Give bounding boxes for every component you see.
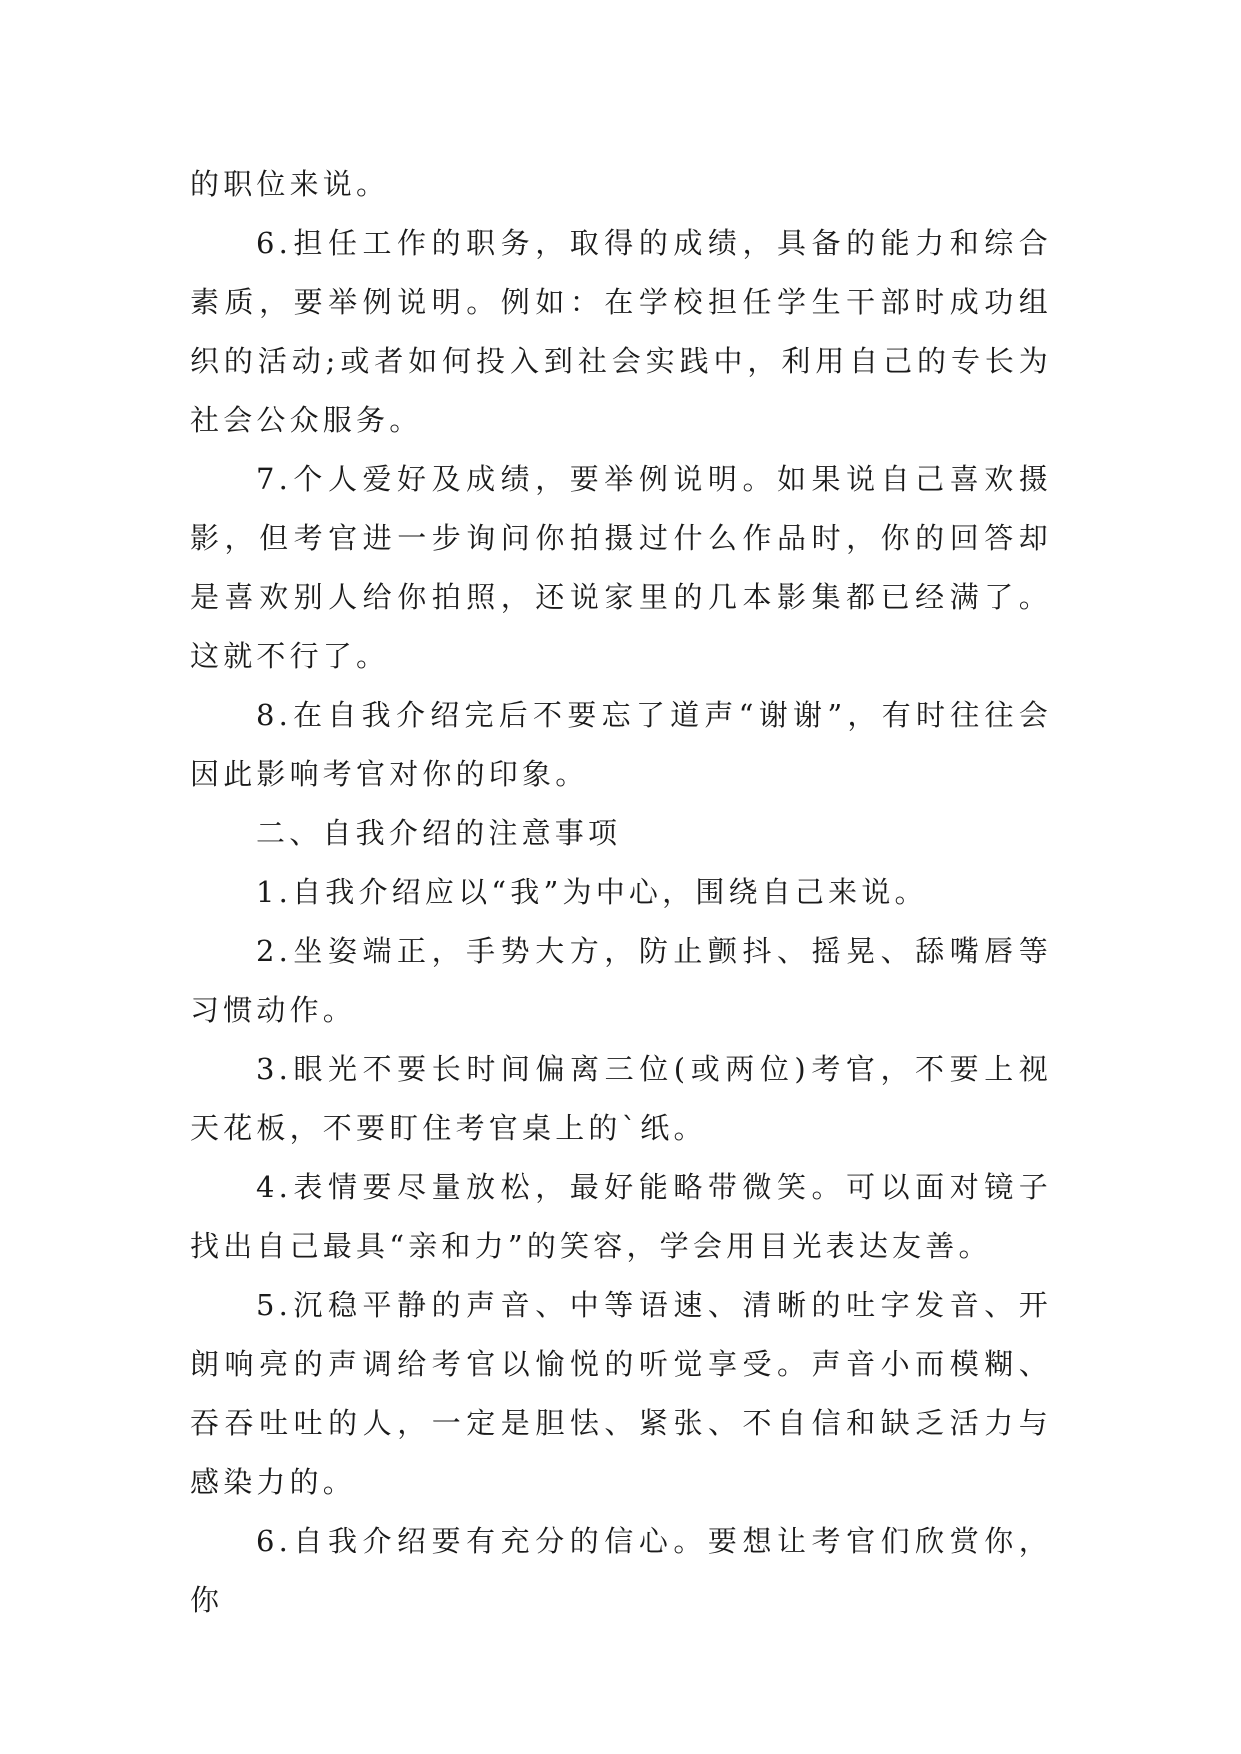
paragraph-note-2: 2.坐姿端正，手势大方，防止颤抖、摇晃、舔嘴唇等习惯动作。: [190, 934, 1052, 1027]
paragraph-note-3: 3.眼光不要长时间偏离三位(或两位)考官，不要上视天花板，不要盯住考官桌上的`纸。: [190, 1052, 1052, 1145]
paragraph-note-5: 5.沉稳平静的声音、中等语速、清晰的吐字发音、开朗响亮的声调给考官以愉悦的听觉享受。声音小而模糊、吞吞吐吐的人，一定是胆怯、紧张、不自信和缺乏活力与感染力的。: [190, 1288, 1052, 1499]
paragraph-note-1: 1.自我介绍应以“我”为中心，围绕自己来说。: [256, 875, 928, 909]
paragraph-note-4: 4.表情要尽量放松，最好能略带微笑。可以面对镜子找出自己最具“亲和力”的笑容，学会用目光表达友善。: [190, 1170, 1052, 1263]
document-body: [190, 155, 1052, 1630]
paragraph-item-6: 6.担任工作的职务，取得的成绩，具备的能力和综合素质，要举例说明。例如：在学校担任学生干部时成功组织的活动;或者如何投入到社会实践中，利用自己的专长为社会公众服务。: [190, 226, 1052, 437]
section-heading: 二、自我介绍的注意事项: [256, 816, 622, 850]
paragraph-item-7: 7.个人爱好及成绩，要举例说明。如果说自己喜欢摄影，但考官进一步询问你拍摄过什么作品时，你的回答却是喜欢别人给你拍照，还说家里的几本影集都已经满了。这就不行了。: [190, 462, 1052, 673]
paragraph-item-8: 8.在自我介绍完后不要忘了道声“谢谢”，有时往往会因此影响考官对你的印象。: [190, 698, 1052, 791]
paragraph-continuation: 的职位来说。: [190, 167, 390, 201]
paragraph-note-6: 6.自我介绍要有充分的信心。要想让考官们欣赏你，你: [190, 1524, 1052, 1617]
